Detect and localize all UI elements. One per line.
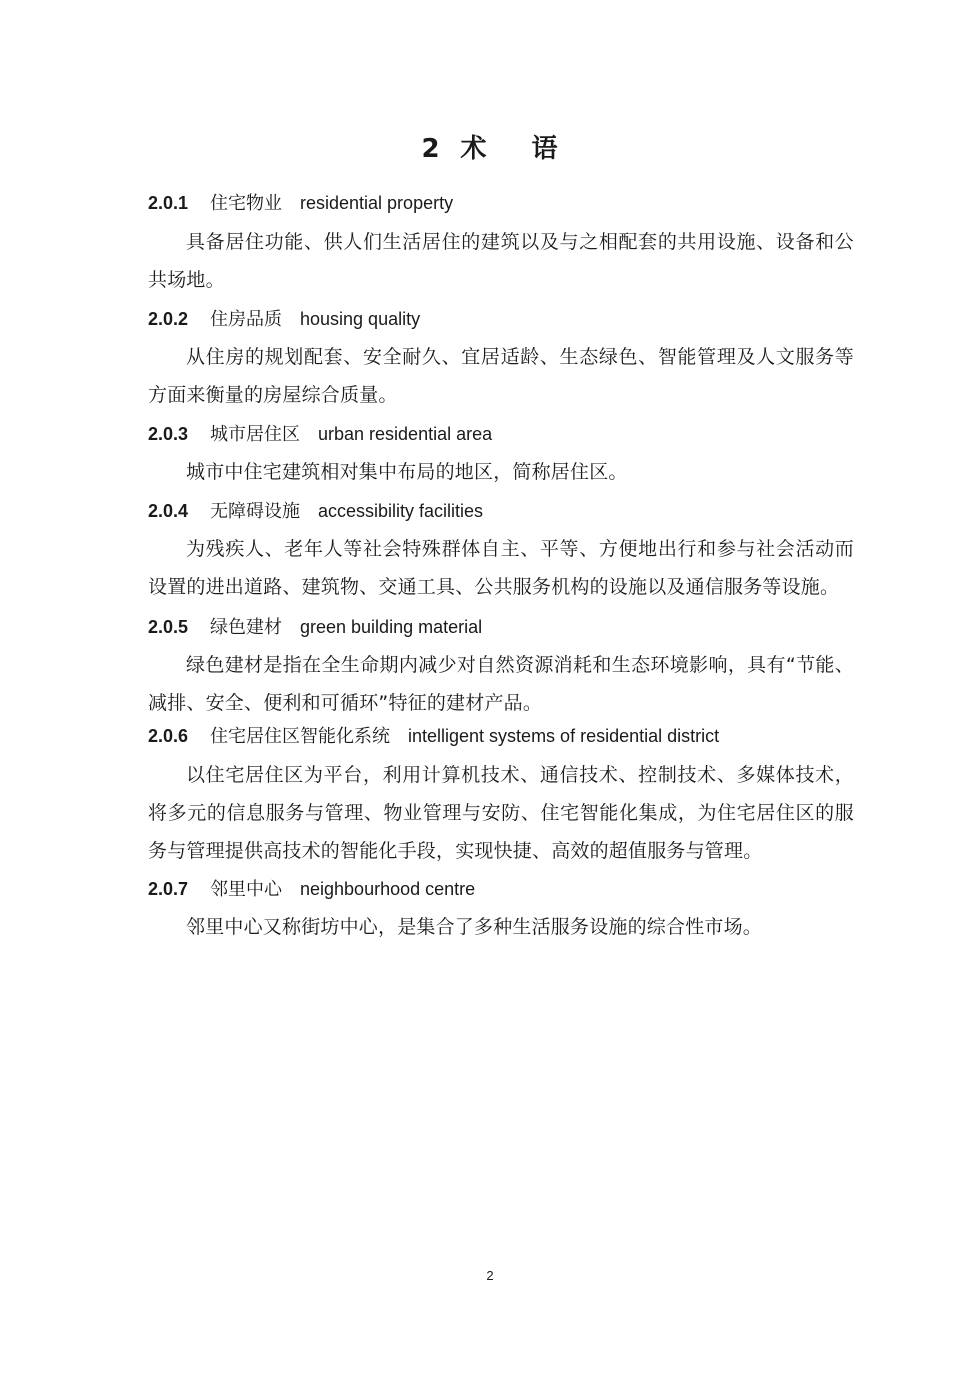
term-definition: 具备居住功能、供人们生活居住的建筑以及与之相配套的共用设施、设备和公共场地。	[148, 231, 854, 291]
page-number: 2	[486, 1268, 494, 1283]
term-english: intelligent systems of residential district	[408, 726, 720, 746]
term-number: 2.0.7	[148, 879, 189, 899]
term-definition: 城市中住宅建筑相对集中布局的地区，简称居住区。	[186, 461, 628, 483]
term-definition: 邻里中心又称街坊中心，是集合了多种生活服务设施的综合性市场。	[186, 916, 763, 938]
term-english: residential property	[300, 193, 454, 213]
term-chinese: 住宅物业	[210, 193, 282, 214]
term-number: 2.0.1	[148, 193, 189, 213]
term-chinese: 绿色建材	[210, 617, 282, 638]
term-definition: 绿色建材是指在全生命期内减少对自然资源消耗和生态环境影响，具有“节能、减排、安全、便利和可循环”特征的建材产品。	[148, 654, 854, 714]
term-heading	[148, 307, 420, 332]
chapter-number: 2	[421, 134, 441, 164]
chapter-title-part1: 术	[460, 134, 488, 164]
term-chinese: 住房品质	[210, 309, 282, 330]
term-number: 2.0.4	[148, 501, 189, 521]
term-chinese: 邻里中心	[210, 879, 282, 900]
term-heading	[148, 615, 482, 640]
chapter-title-part2: 语	[531, 134, 559, 164]
term-heading	[148, 191, 453, 216]
term-heading	[148, 724, 719, 749]
term-number: 2.0.2	[148, 309, 189, 329]
term-heading	[148, 422, 492, 447]
term-english: accessibility facilities	[318, 501, 484, 521]
term-number: 2.0.5	[148, 617, 189, 637]
term-english: housing quality	[300, 309, 421, 329]
term-definition: 为残疾人、老年人等社会特殊群体自主、平等、方便地出行和参与社会活动而设置的进出道路、建筑物、交通工具、公共服务机构的设施以及通信服务等设施。	[148, 538, 854, 598]
chapter-title	[0, 128, 980, 165]
term-chinese: 城市居住区	[210, 424, 300, 445]
term-english: neighbourhood centre	[300, 879, 476, 899]
term-english: urban residential area	[318, 424, 493, 444]
term-number: 2.0.3	[148, 424, 189, 444]
term-definition: 从住房的规划配套、安全耐久、宜居适龄、生态绿色、智能管理及人文服务等方面来衡量的房屋综合质量。	[148, 346, 854, 406]
term-chinese: 无障碍设施	[210, 501, 300, 522]
term-chinese: 住宅居住区智能化系统	[210, 726, 390, 747]
term-english: green building material	[300, 617, 483, 637]
term-heading	[148, 877, 475, 902]
term-number: 2.0.6	[148, 726, 189, 746]
term-heading	[148, 499, 483, 524]
term-definition: 以住宅居住区为平台，利用计算机技术、通信技术、控制技术、多媒体技术，将多元的信息服务与管理、物业管理与安防、住宅智能化集成，为住宅居住区的服务与管理提供高技术的智能化手段，实现快捷、高效的超值服务与管理。	[148, 764, 854, 862]
